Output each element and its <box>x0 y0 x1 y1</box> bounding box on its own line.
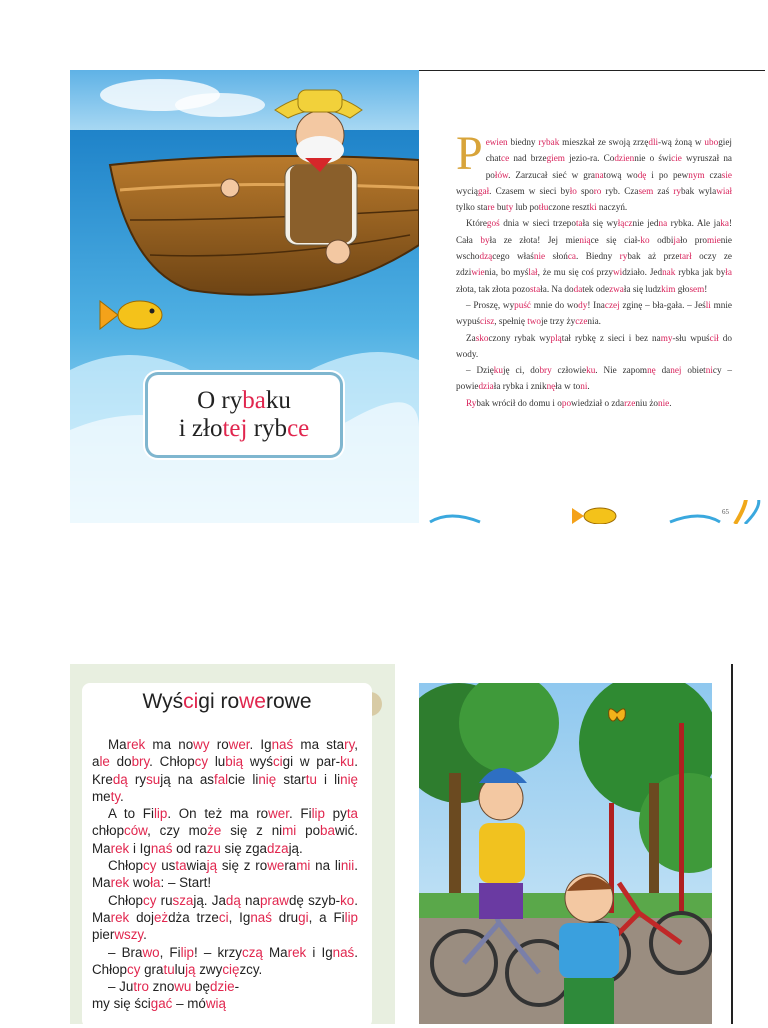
story-paragraph: Pewien biedny rybak mieszkał ze swoją zrzędli-wą żoną w ubogiej chatce nad brzegiem jezio-ra. Codziennie o świcie wyruszał na połów. Zarzucał sieć w granatową wodę i po pewnym czasie wyciągał. Czasem w sieci było sporo ryb. Czasem zaś rybak wylawiał tylko stare buty lub potłuczone resztki naczyń. <box>456 127 733 213</box>
race-paragraph: A to Filip. On też ma rower. Filip pyta chłopców, czy może się z nimi pobawić. Marek i Ignaś od razu się zgadzają. <box>92 806 358 856</box>
drop-cap: P <box>456 127 483 180</box>
race-text <box>92 736 358 1013</box>
story-text <box>456 127 733 411</box>
story-title-line-2: i złotej rybce <box>178 415 310 442</box>
boys-with-bicycles-illustration <box>419 683 712 1024</box>
story-title-card <box>148 375 340 455</box>
race-title: Wyścigi rowerowe <box>142 690 312 713</box>
race-paragraph: – Brawo, Filip! – krzyczą Marek i Ignaś. Chłopcy gratulują zwycięzcy. <box>92 944 358 977</box>
race-paragraph: Chłopcy ruszają. Jadą naprawdę szyb-ko. Marek dojeżdża trzeci, Ignaś drugi, a Filip pierwszy. <box>92 892 359 943</box>
right-rule <box>731 664 733 1024</box>
goldfish-small-icon <box>572 508 616 524</box>
race-paragraph: – Jutro znowu będzie- my się ścigać – mówią <box>92 979 240 1012</box>
story-paragraph: Któregoś dnia w sieci trzepotała się wyłącznie jedna rybka. Ale jaka! Cała była ze złota! Jej mieniące się ciał-ko odbijało promienie wschodzącego właśnie słońca. Biedny rybak aż przetarł oczy ze zdziwienia, bo myślał, że mu się coś przywidziało. Jednak rybka jak była złota, tak złota pozostała. Na dodatek odezwała się ludzkim głosem! <box>456 218 733 294</box>
story-paragraph: Zaskoczony rybak wyplątał rybkę z sieci i bez namy-słu wpuścił do wody. <box>456 332 732 359</box>
story-title-line-1: O rybaku <box>197 387 291 414</box>
page-number: 65 <box>722 508 729 516</box>
bottom-ornament <box>420 500 768 524</box>
race-paragraph: Marek ma nowy rower. Ignaś ma stary, ale dobry. Chłopcy lubią wyścigi w par-ku. Kredą rysują na asfalcie linię startu i linię mety. <box>92 737 359 804</box>
story-paragraph: – Proszę, wypuść mnie do wody! Inaczej zginę – bła-gała. – Jeśli mnie wypuścisz, spełnię twoje trzy życzenia. <box>456 299 733 327</box>
race-paragraph: Chłopcy ustawiają się z rowerami na linii. Marek woła: – Start! <box>92 858 358 891</box>
story-paragraph: Rybak wrócił do domu i opowiedział o zdarzeniu żonie. <box>466 397 672 408</box>
story-paragraph: – Dziękuję ci, dobry człowieku. Nie zapomnę danej obietnicy – powiedziała rybka i zniknęła w toni. <box>456 365 733 392</box>
fisherman-illustration <box>70 70 419 523</box>
